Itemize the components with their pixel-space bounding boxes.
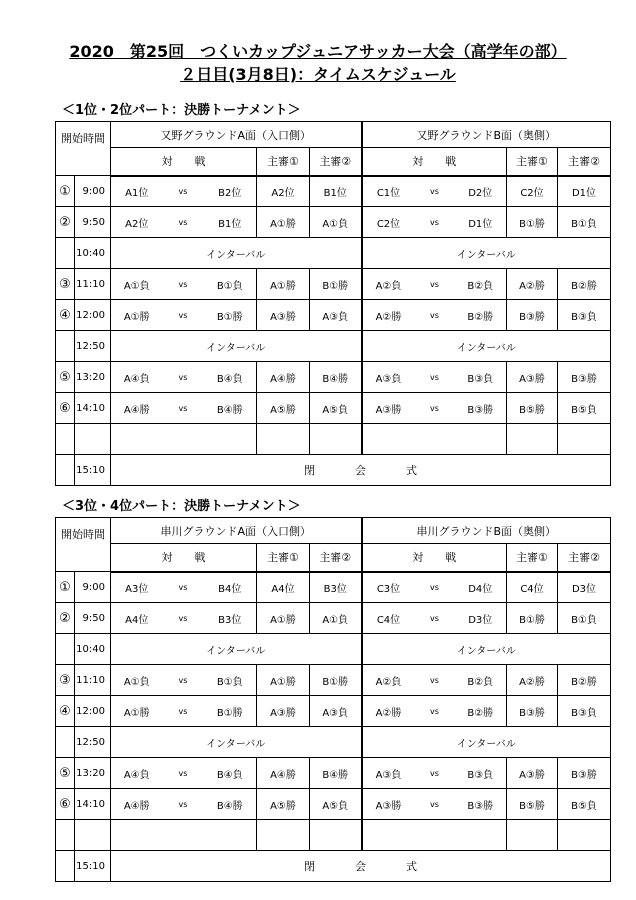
team-1-b: C2位: [362, 207, 415, 238]
interval-label-a: インターバル: [111, 634, 362, 665]
match-number: ②: [56, 603, 75, 634]
match-number: ④: [56, 696, 75, 727]
team-2-a: B2位: [204, 176, 257, 207]
referee-2-a: A③負: [310, 300, 362, 331]
empty-cell: [257, 820, 310, 851]
match-time: 12:00: [75, 696, 111, 727]
match-row: [56, 789, 611, 820]
referee-2-a: A⑤負: [310, 789, 362, 820]
match-header-b: [362, 544, 507, 572]
referee-2-header-a: 主審②: [310, 544, 362, 572]
match-label-2: 戦: [194, 551, 206, 565]
empty-cell: [56, 820, 75, 851]
referee-1-a: A①勝: [257, 269, 310, 300]
match-time: 9:00: [75, 572, 111, 603]
match-row: [56, 758, 611, 789]
match-label-2: 戦: [445, 155, 457, 169]
section-title-1: ＜1位・2位パート：決勝トーナメント＞: [62, 103, 301, 118]
team-1-b: A②勝: [362, 300, 415, 331]
referee-2-b: B⑤負: [558, 789, 611, 820]
closing-ceremony: [111, 455, 611, 486]
section-title-2: ＜3位・4位パート：決勝トーナメント＞: [62, 499, 301, 514]
referee-1-a: A⑤勝: [257, 393, 310, 424]
team-1-a: A④負: [111, 758, 163, 789]
header-row-columns: [56, 544, 611, 572]
referee-1-header-a: 主審①: [257, 148, 310, 176]
team-1-a: A①勝: [111, 696, 163, 727]
referee-2-b: B①負: [558, 603, 611, 634]
empty-cell: [558, 424, 611, 455]
match-label-2: 戦: [445, 551, 457, 565]
referee-2-b: D3位: [558, 572, 611, 603]
match-number-empty: [56, 238, 75, 269]
referee-2-a: A⑤負: [310, 393, 362, 424]
vs-label-a: vs: [163, 696, 204, 727]
referee-1-a: A2位: [257, 176, 310, 207]
referee-1-a: A⑤勝: [257, 789, 310, 820]
vs-label-b: vs: [415, 696, 455, 727]
interval-time: 10:40: [75, 634, 111, 665]
match-time: 13:20: [75, 758, 111, 789]
team-1-b: A②勝: [362, 696, 415, 727]
team-2-b: D1位: [455, 207, 507, 238]
match-number: ④: [56, 300, 75, 331]
schedule-table-1: [55, 121, 611, 486]
team-1-a: A①負: [111, 665, 163, 696]
referee-1-a: A4位: [257, 572, 310, 603]
referee-1-b: A③勝: [507, 758, 558, 789]
start-time-header: 開始時間: [56, 122, 111, 176]
vs-label-b: vs: [415, 789, 455, 820]
match-time: 9:50: [75, 207, 111, 238]
vs-label-a: vs: [163, 789, 204, 820]
vs-label-b: vs: [415, 362, 455, 393]
referee-2-b: B⑤負: [558, 393, 611, 424]
interval-label-a: インターバル: [111, 238, 362, 269]
match-number: ③: [56, 665, 75, 696]
vs-label-a: vs: [163, 572, 204, 603]
interval-label-b: インターバル: [362, 238, 611, 269]
closing-char: 会: [355, 860, 367, 873]
match-number-empty: [56, 727, 75, 758]
interval-label-b: インターバル: [362, 331, 611, 362]
match-time: 11:10: [75, 665, 111, 696]
match-number: ①: [56, 572, 75, 603]
referee-2-a: A③負: [310, 696, 362, 727]
match-number: ⑤: [56, 362, 75, 393]
empty-cell: [163, 424, 204, 455]
referee-2-a: B④勝: [310, 758, 362, 789]
referee-1-b: B③勝: [507, 300, 558, 331]
team-1-a: A④勝: [111, 393, 163, 424]
empty-cell: [111, 424, 163, 455]
match-number-empty: [56, 331, 75, 362]
vs-label-a: vs: [163, 300, 204, 331]
match-number: ②: [56, 207, 75, 238]
match-row: [56, 696, 611, 727]
closing-char: 閉: [304, 464, 316, 477]
match-time: 9:00: [75, 176, 111, 207]
vs-label-b: vs: [415, 758, 455, 789]
team-2-b: B②負: [455, 665, 507, 696]
ground-a-header: 又野グラウンドA面（入口側）: [111, 122, 362, 148]
referee-2-header-b: 主審②: [558, 148, 611, 176]
team-2-b: D4位: [455, 572, 507, 603]
vs-label-b: vs: [415, 393, 455, 424]
team-1-a: A①勝: [111, 300, 163, 331]
referee-1-b: C4位: [507, 572, 558, 603]
referee-2-a: B①勝: [310, 665, 362, 696]
closing-time: 15:10: [75, 455, 111, 486]
team-2-a: B①勝: [204, 696, 257, 727]
match-time: 12:00: [75, 300, 111, 331]
empty-cell: [558, 820, 611, 851]
match-time: 11:10: [75, 269, 111, 300]
match-number: ①: [56, 176, 75, 207]
interval-label-a: インターバル: [111, 331, 362, 362]
match-label-1: 対: [412, 551, 424, 565]
empty-cell: [204, 424, 257, 455]
match-time: 13:20: [75, 362, 111, 393]
team-1-a: A4位: [111, 603, 163, 634]
match-label-2: 戦: [194, 155, 206, 169]
vs-label-a: vs: [163, 603, 204, 634]
empty-cell: [75, 424, 111, 455]
team-1-a: A1位: [111, 176, 163, 207]
match-header-a: [111, 148, 257, 176]
team-1-a: A④負: [111, 362, 163, 393]
referee-1-header-b: 主審①: [507, 148, 558, 176]
closing-row: [56, 851, 611, 882]
match-label-1: 対: [161, 551, 173, 565]
referee-2-header-a: 主審②: [310, 148, 362, 176]
team-2-a: B①勝: [204, 300, 257, 331]
interval-label-b: インターバル: [362, 727, 611, 758]
referee-1-a: A①勝: [257, 603, 310, 634]
empty-cell: [56, 424, 75, 455]
match-number: ⑥: [56, 393, 75, 424]
referee-2-header-b: 主審②: [558, 544, 611, 572]
team-2-a: B4位: [204, 572, 257, 603]
closing-char: 閉: [304, 860, 316, 873]
team-1-a: A2位: [111, 207, 163, 238]
team-2-b: B③勝: [455, 393, 507, 424]
match-row: [56, 665, 611, 696]
vs-label-b: vs: [415, 176, 455, 207]
vs-label-b: vs: [415, 665, 455, 696]
vs-label-a: vs: [163, 176, 204, 207]
vs-label-a: vs: [163, 665, 204, 696]
closing-ceremony: [111, 851, 611, 882]
referee-2-a: B④勝: [310, 362, 362, 393]
team-1-b: A③勝: [362, 789, 415, 820]
empty-cell: [507, 424, 558, 455]
closing-time: 15:10: [75, 851, 111, 882]
match-time: 14:10: [75, 393, 111, 424]
interval-row: [56, 634, 611, 665]
empty-cell: [362, 424, 415, 455]
start-time-header: 開始時間: [56, 518, 111, 572]
referee-1-a: A③勝: [257, 696, 310, 727]
team-1-b: A②負: [362, 665, 415, 696]
vs-label-a: vs: [163, 758, 204, 789]
team-2-b: B②負: [455, 269, 507, 300]
interval-row: [56, 727, 611, 758]
team-2-a: B1位: [204, 207, 257, 238]
closing-char: 式: [406, 860, 418, 873]
team-2-a: B3位: [204, 603, 257, 634]
closing-char: 式: [406, 464, 418, 477]
referee-2-a: B①勝: [310, 269, 362, 300]
ground-a-header: 串川グラウンドA面（入口側）: [111, 518, 362, 544]
team-1-a: A3位: [111, 572, 163, 603]
match-label-1: 対: [161, 155, 173, 169]
team-2-a: B④負: [204, 758, 257, 789]
empty-cell: [507, 820, 558, 851]
match-row: [56, 393, 611, 424]
header-row-ground: [56, 518, 611, 544]
vs-label-a: vs: [163, 269, 204, 300]
referee-1-header-a: 主審①: [257, 544, 310, 572]
empty-cell: [362, 820, 415, 851]
match-number-empty: [56, 455, 75, 486]
referee-2-a: B3位: [310, 572, 362, 603]
referee-2-a: A①負: [310, 603, 362, 634]
referee-1-b: A③勝: [507, 362, 558, 393]
schedule-table-2: [55, 517, 611, 882]
interval-row: [56, 238, 611, 269]
match-header-a: [111, 544, 257, 572]
referee-1-b: A②勝: [507, 269, 558, 300]
referee-2-a: A①負: [310, 207, 362, 238]
closing-row: [56, 455, 611, 486]
team-1-b: A③負: [362, 362, 415, 393]
match-time: 9:50: [75, 603, 111, 634]
ground-b-header: 串川グラウンドB面（奥側）: [362, 518, 611, 544]
empty-cell: [415, 820, 455, 851]
empty-cell: [111, 820, 163, 851]
match-row: [56, 572, 611, 603]
document-title: 2020 第25回 つくいカップジュニアサッカー大会（高学年の部）: [69, 42, 567, 61]
match-header-b: [362, 148, 507, 176]
match-row: [56, 362, 611, 393]
interval-time: 12:50: [75, 331, 111, 362]
empty-cell: [163, 820, 204, 851]
match-time: 14:10: [75, 789, 111, 820]
referee-2-b: B③負: [558, 696, 611, 727]
referee-2-b: B③勝: [558, 362, 611, 393]
referee-1-a: A④勝: [257, 362, 310, 393]
referee-2-b: B③勝: [558, 758, 611, 789]
referee-1-b: C2位: [507, 176, 558, 207]
referee-1-a: A④勝: [257, 758, 310, 789]
referee-1-b: B③勝: [507, 696, 558, 727]
team-1-b: A③勝: [362, 393, 415, 424]
referee-1-a: A①勝: [257, 665, 310, 696]
document-subtitle: ２日目(3月8日)：タイムスケジュール: [180, 65, 456, 84]
header-row-ground: [56, 122, 611, 148]
vs-label-b: vs: [415, 300, 455, 331]
empty-cell: [415, 424, 455, 455]
team-2-a: B④負: [204, 362, 257, 393]
team-1-b: C3位: [362, 572, 415, 603]
team-2-a: B①負: [204, 269, 257, 300]
closing-char: 会: [355, 464, 367, 477]
team-1-b: C4位: [362, 603, 415, 634]
ground-b-header: 又野グラウンドB面（奥側）: [362, 122, 611, 148]
vs-label-b: vs: [415, 572, 455, 603]
team-2-a: B①負: [204, 665, 257, 696]
referee-1-a: A③勝: [257, 300, 310, 331]
match-row: [56, 300, 611, 331]
referee-2-b: B②勝: [558, 665, 611, 696]
team-1-b: A③負: [362, 758, 415, 789]
interval-time: 10:40: [75, 238, 111, 269]
empty-cell: [257, 424, 310, 455]
team-2-b: B②勝: [455, 300, 507, 331]
empty-cell: [310, 424, 362, 455]
referee-2-a: B1位: [310, 176, 362, 207]
match-row: [56, 603, 611, 634]
empty-cell: [204, 820, 257, 851]
referee-1-b: B①勝: [507, 603, 558, 634]
team-2-a: B④勝: [204, 789, 257, 820]
empty-cell: [310, 820, 362, 851]
match-row: [56, 207, 611, 238]
empty-cell: [455, 820, 507, 851]
vs-label-a: vs: [163, 362, 204, 393]
empty-row: [56, 820, 611, 851]
referee-1-b: B①勝: [507, 207, 558, 238]
referee-1-b: A②勝: [507, 665, 558, 696]
referee-2-b: D1位: [558, 176, 611, 207]
empty-row: [56, 424, 611, 455]
match-row: [56, 269, 611, 300]
referee-2-b: B①負: [558, 207, 611, 238]
referee-1-b: B⑤勝: [507, 393, 558, 424]
empty-cell: [75, 820, 111, 851]
match-number-empty: [56, 634, 75, 665]
team-2-b: B③負: [455, 758, 507, 789]
match-row: [56, 176, 611, 207]
referee-2-b: B②勝: [558, 269, 611, 300]
referee-1-b: B⑤勝: [507, 789, 558, 820]
interval-row: [56, 331, 611, 362]
team-2-b: B③負: [455, 362, 507, 393]
match-number: ⑤: [56, 758, 75, 789]
team-1-a: A④勝: [111, 789, 163, 820]
team-1-b: C1位: [362, 176, 415, 207]
team-2-b: B③勝: [455, 789, 507, 820]
interval-label-a: インターバル: [111, 727, 362, 758]
match-number-empty: [56, 851, 75, 882]
team-2-b: D3位: [455, 603, 507, 634]
vs-label-a: vs: [163, 207, 204, 238]
interval-time: 12:50: [75, 727, 111, 758]
vs-label-b: vs: [415, 269, 455, 300]
vs-label-b: vs: [415, 207, 455, 238]
match-number: ③: [56, 269, 75, 300]
team-2-a: B④勝: [204, 393, 257, 424]
referee-2-b: B③負: [558, 300, 611, 331]
referee-1-a: A①勝: [257, 207, 310, 238]
vs-label-a: vs: [163, 393, 204, 424]
team-1-b: A②負: [362, 269, 415, 300]
header-row-columns: [56, 148, 611, 176]
team-2-b: B②勝: [455, 696, 507, 727]
referee-1-header-b: 主審①: [507, 544, 558, 572]
interval-label-b: インターバル: [362, 634, 611, 665]
empty-cell: [455, 424, 507, 455]
match-label-1: 対: [412, 155, 424, 169]
vs-label-b: vs: [415, 603, 455, 634]
team-1-a: A①負: [111, 269, 163, 300]
team-2-b: D2位: [455, 176, 507, 207]
match-number: ⑥: [56, 789, 75, 820]
